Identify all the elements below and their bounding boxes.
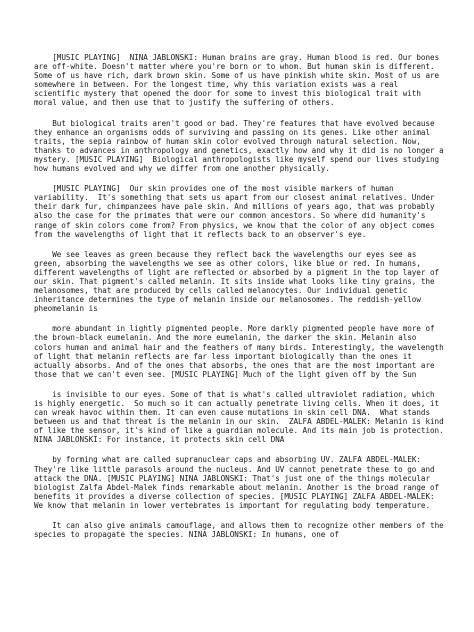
paragraph-8: It can also give animals camouflage, and allows them to recognize other members of the species to propagate the species. NINA JABLONSKI: In humans, one of [34, 521, 449, 540]
paragraph-7: by forming what are called supranuclear caps and absorbing UV. ZALFA ABDEL-MALEK: They're like little parasols around the nucleus. And UV cannot penetrate these to go and attack the DNA. [MUSIC PLAYING] NINA JABLONSKI: That's just one of the things molecular biologist Zalfa Abdel-Malek finds remarkable about melanin. Another is the broad range of benefits it provides a diverse collection of species. [MUSIC PLAYING] ZALFA ABDEL-MALEK: We know that melanin in lower vertebrates is important for regulating body temperature. [34, 455, 444, 510]
paragraph-1: [MUSIC PLAYING] NINA JABLONSKI: Human brains are gray. Human blood is red. Our bones are off-white. Doesn't matter where you're born or to whom. But human skin is different. Some of us have rich, dark brown skin. Some of us have pinkish white skin. Most of us are somewhere in between. For the longest time, why this variation exists was a real scientific mystery that opened the door for some to invest this biological trait with moral value, and then use that to justify the suffering of others. [34, 53, 444, 108]
paragraph-6: is invisible to our eyes. Some of that is what's called ultraviolet radiation, which is highly energetic. So much so it can actually penetrate living cells. When it does, it can wreak havoc within them. It can even cause mutations in skin cell DNA. What stands between us and that threat is the melanin in our skin. ZALFA ABDEL-MALEK: Melanin is kind of like the sensor, it's kind of like a guardian molecule. And its main job is protection. NINA JABLONSKI: For instance, it protects skin cell DNA [34, 389, 449, 445]
transcript-text [34, 53, 449, 550]
paragraph-4: We see leaves as green because they reflect back the wavelengths our eyes see as green, absorbing the wavelengths we see as other colors, like blue or red. In humans, different wavelengths of light are reflected or absorbed by a pigment in the top layer of our skin. That pigment's called melanin. It sits inside what looks like tiny grains, the melanosomes, that are produced by cells called melanocytes. Our individual genetic inheritance determines the type of melanin inside our melanosomes. The reddish-yellow pheomelanin is [34, 249, 444, 314]
paragraph-5: more abundant in lightly pigmented people. More darkly pigmented people have more of the brown-black eumelanin. And the more eumelanin, the darker the skin. Melanin also colors human and animal hair and the feathers of many birds. Interestingly, the wavelength of light that melanin reflects are far less important biologically than the ones it actually absorbs. And of the ones that absorbs, the ones that are the most important are those that we can't even see. [MUSIC PLAYING] Much of the light given off by the Sun [34, 324, 449, 379]
paragraph-3: [MUSIC PLAYING] Our skin provides one of the most visible markers of human variability. It's something that sets us apart from our closest animal relatives. Under their dark fur, chimpanzees have pale skin. And millions of years ago, that was probably also the case for the primates that were our common ancestors. So where did humanity's range of skin colors come from? From physics, we know that the color of any object comes from the wavelengths of light that it reflects back to an observer's eye. [34, 184, 440, 239]
paragraph-2: But biological traits aren't good or bad. They're features that have evolved because they enhance an organisms odds of surviving and passing on its genes. Like other animal traits, the sepia rainbow of human skin color evolved through natural selection. Now, thanks to advances in anthropology and genetics, exactly how and why it did is no longer a mystery. [MUSIC PLAYING] Biological anthropologists like myself spend our lives studying how humans evolved and why we differ from one another physically. [34, 118, 449, 174]
